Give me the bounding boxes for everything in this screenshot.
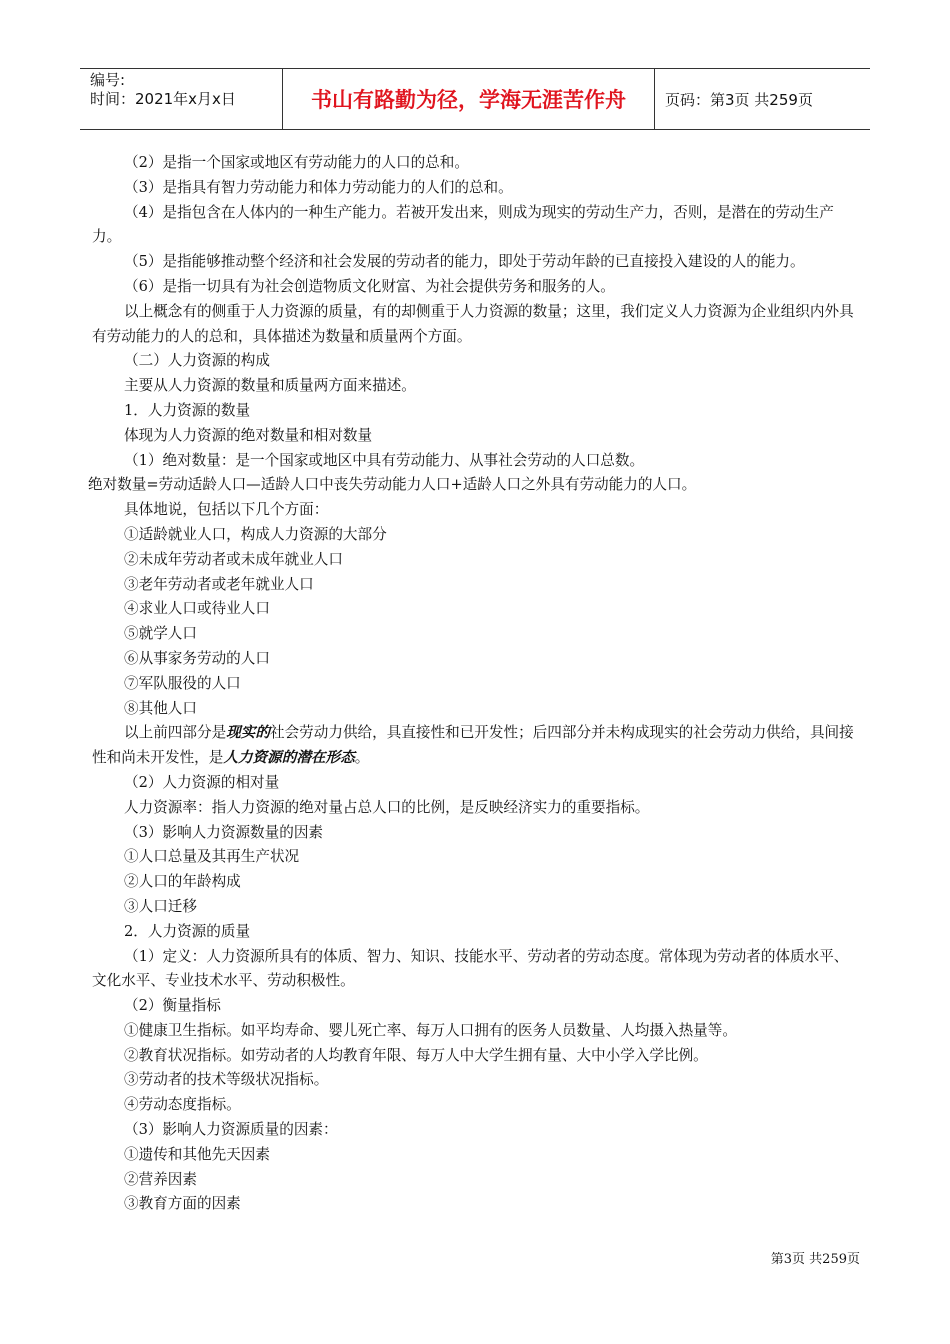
paragraph: 以上概念有的侧重于人力资源的质量，有的却侧重于人力资源的数量；这里，我们定义人力资源为企业组织内外具有劳动能力的人的总和，具体描述为数量和质量两个方面。 — [92, 302, 854, 345]
emphasis-text: 现实的 — [226, 724, 270, 742]
paragraph: （2）是指一个国家或地区有劳动能力的人口的总和。 — [124, 154, 469, 171]
paragraph: （3）影响人力资源数量的因素 — [124, 823, 324, 841]
list-item: ②营养因素 — [124, 1170, 197, 1188]
page-footer: 第3页 共259页 — [770, 1252, 860, 1267]
header-meta — [80, 69, 283, 129]
paragraph: （3）是指具有智力劳动能力和体力劳动能力的人们的总和。 — [124, 178, 513, 196]
emphasis-text: 人力资源的潜在形态 — [223, 749, 355, 767]
paragraph: （3）影响人力资源质量的因素： — [124, 1121, 338, 1139]
list-item: ⑤就学人口 — [124, 625, 197, 643]
list-item: ①适龄就业人口，构成人力资源的大部分 — [124, 525, 387, 543]
list-item: ④求业人口或待业人口 — [124, 600, 270, 618]
text-run: 。 — [354, 749, 370, 767]
header-page-number: 页码：第3页 共259页 — [665, 90, 813, 109]
list-item: ①遗传和其他先天因素 — [124, 1145, 270, 1163]
list-item: ③教育方面的因素 — [124, 1195, 241, 1213]
list-item: ⑧其他人口 — [124, 699, 197, 717]
list-item: ①人口总量及其再生产状况 — [124, 848, 300, 866]
subsection-heading: 1．人力资源的数量 — [124, 401, 251, 419]
paragraph: （1）绝对数量：是一个国家或地区中具有劳动能力、从事社会劳动的人口总数。 — [124, 451, 645, 469]
paragraph: 人力资源率：指人力资源的绝对量占总人口的比例，是反映经济实力的重要指标。 — [124, 798, 650, 816]
subsection-heading: 2．人力资源的质量 — [124, 922, 251, 940]
paragraph: （4）是指包含在人体内的一种生产能力。若被开发出来，则成为现实的劳动生产力，否则，是潜在的劳动生产力。 — [92, 203, 834, 246]
section-heading: （二）人力资源的构成 — [124, 352, 270, 370]
document-date: 时间：2021年x月x日 — [90, 90, 236, 108]
formula-paragraph: 绝对数量=劳动适龄人口—适龄人口中丧失劳动能力人口+适龄人口之外具有劳动能力的人口。 — [88, 476, 697, 494]
paragraph: （2）衡量指标 — [124, 997, 221, 1015]
list-item: ⑦军队服役的人口 — [124, 674, 241, 692]
list-item: ③人口迁移 — [124, 897, 197, 915]
list-item: ③劳动者的技术等级状况指标。 — [124, 1071, 329, 1089]
paragraph: 主要从人力资源的数量和质量两方面来描述。 — [124, 377, 416, 395]
list-item: ②教育状况指标。如劳动者的人均教育年限、每万人中大学生拥有量、大中小学入学比例。 — [124, 1046, 708, 1064]
paragraph-emphasis — [92, 721, 862, 771]
paragraph: （6）是指一切具有为社会创造物质文化财富、为社会提供劳务和服务的人。 — [124, 277, 615, 295]
document-body — [88, 151, 862, 1217]
paragraph: 具体地说，包括以下几个方面： — [124, 501, 329, 519]
list-item: ③老年劳动者或老年就业人口 — [124, 575, 314, 593]
list-item: ②人口的年龄构成 — [124, 873, 241, 891]
list-item: ②未成年劳动者或未成年就业人口 — [124, 550, 343, 568]
text-run: 社会劳动力供给，具直接性和已开发性；后四部分并未构成现实的社会劳动力供给，具间接性和尚未开发性，是 — [92, 724, 854, 767]
paragraph: （5）是指能够推动整个经济和社会发展的劳动者的能力，即处于劳动年龄的已直接投入建设的人的能力。 — [124, 253, 805, 271]
list-item: ⑥从事家务劳动的人口 — [124, 649, 270, 667]
header-motto: 书山有路勤为径，学海无涯苦作舟 — [283, 69, 655, 129]
list-item: ①健康卫生指标。如平均寿命、婴儿死亡率、每万人口拥有的医务人员数量、人均摄入热量等。 — [124, 1021, 737, 1039]
paragraph: （2）人力资源的相对量 — [124, 773, 280, 791]
document-number: 编号: — [90, 71, 126, 89]
text-run: 以上前四部分是 — [124, 724, 227, 742]
paragraph: （1）定义：人力资源所具有的体质、智力、知识、技能水平、劳动者的劳动态度。常体现为劳动者的体质水平、文化水平、专业技术水平、劳动积极性。 — [92, 947, 849, 990]
page-header — [80, 68, 870, 130]
paragraph: 体现为人力资源的绝对数量和相对数量 — [124, 426, 373, 444]
list-item: ④劳动态度指标。 — [124, 1096, 241, 1114]
